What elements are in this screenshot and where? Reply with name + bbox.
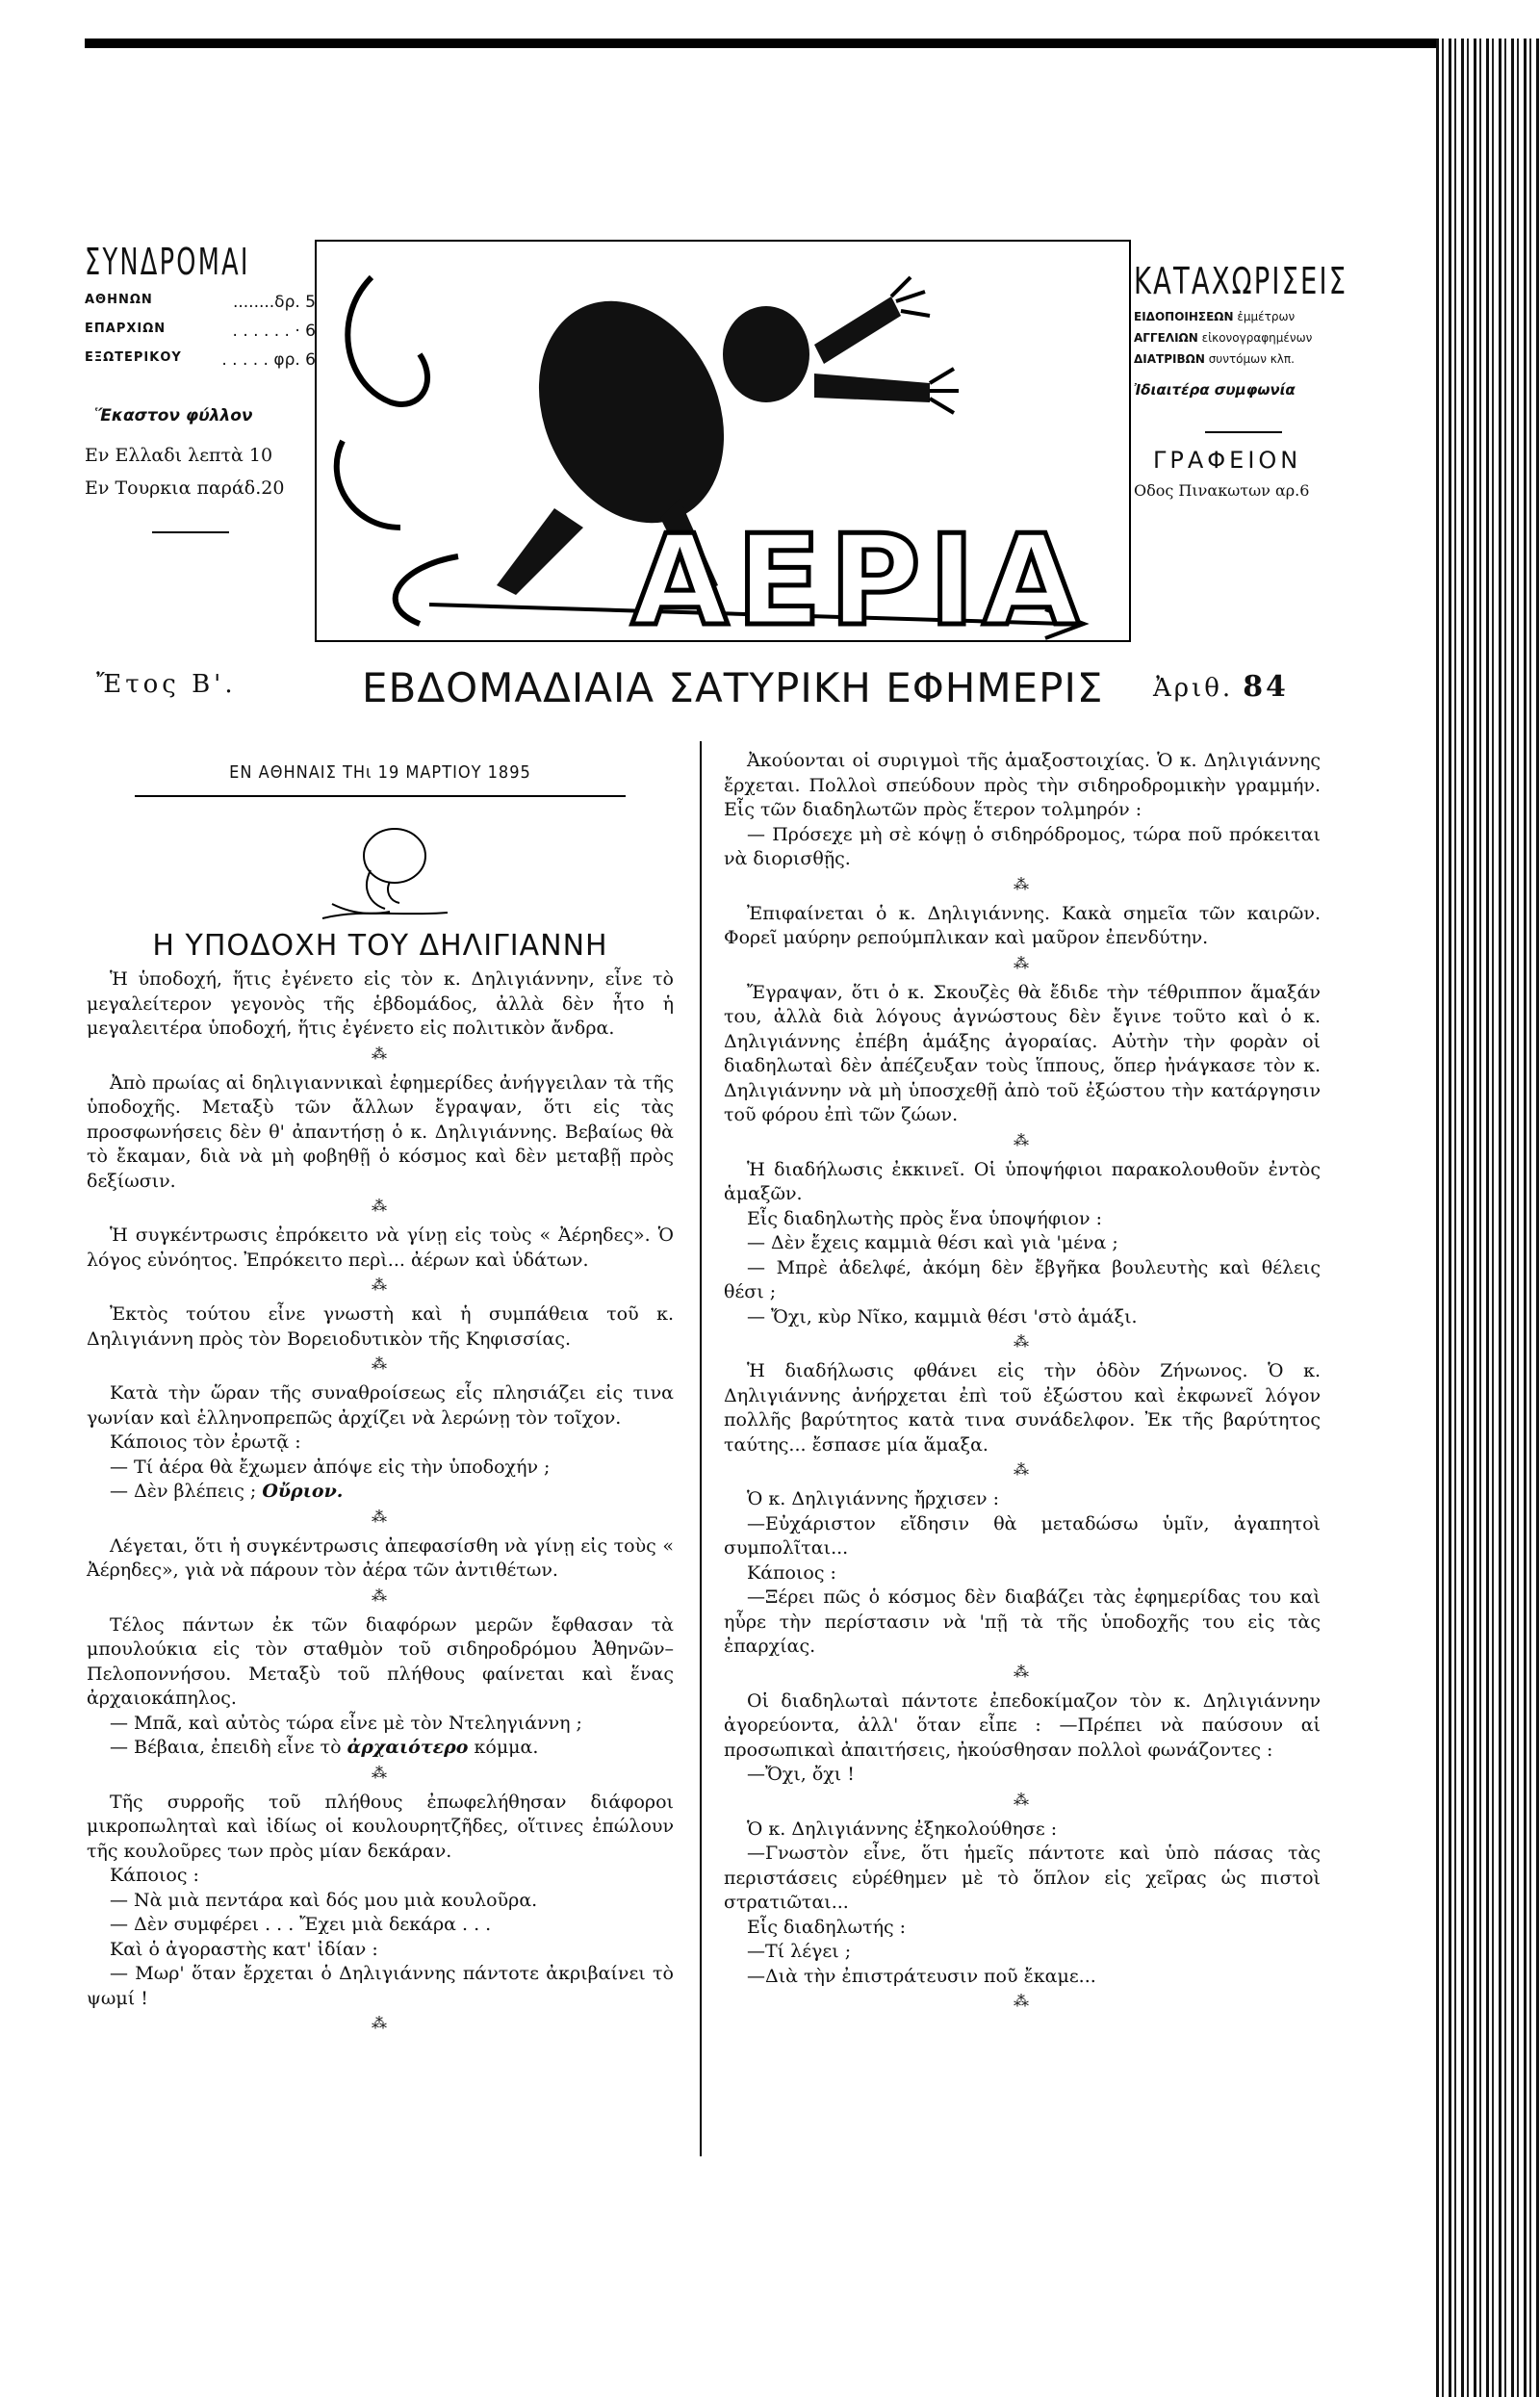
paragraph: Ἐκτὸς τούτου εἶνε γνωστὴ καὶ ἡ συμπάθεια τοῦ κ. Δηλιγιάννη πρὸς τὸν Βορειοδυτικὸν τῆς Κηφισσίας. xyxy=(87,1303,674,1350)
masthead-logo: ΑΕΡΙΑ xyxy=(631,507,1088,643)
newspaper-subtitle: ΕΒΔΟΜΑΔΙΑΙΑ ΣΑΤΥΡΙΚΗ ΕΦΗΜΕΡΙΣ xyxy=(362,664,1104,711)
office-address: Οδος Πινακωτων αρ.6 xyxy=(1134,481,1310,500)
dialogue-line: —Γνωστὸν εἶνε, ὅτι ἡμεῖς πάντοτε καὶ ὑπὸ πάσας τὰς περιστάσεις εὑρέθημεν μὲ τὸ ὅπλον εἰς χεῖρας ὡς πιστοὶ στρατιῶται... xyxy=(724,1843,1321,1913)
paragraph: Ἡ ὑποδοχή, ἥτις ἐγένετο εἰς τὸν κ. Δηλιγιάννην, εἶνε τὸ μεγαλείτερον γεγονὸς τῆς ἑβδομάδος, ἀλλὰ δὲν ἦτο ἡ μεγαλειτέρα ὑποδοχή, ἥτις ἐγένετο εἰς πολιτικὸν ἄνδρα. xyxy=(87,968,674,1039)
each-sheet-label: Ἕκαστον φύλλον xyxy=(94,406,253,425)
separator: ⁂ xyxy=(1014,1460,1031,1479)
dialogue-line: —Ὄχι, ὄχι ! xyxy=(747,1764,855,1785)
paragraph: Ὁ κ. Δηλιγιάννης ἐξηκολούθησε : xyxy=(747,1817,1058,1840)
dialogue-line: —Διὰ τὴν ἐπιστράτευσιν ποῦ ἔκαμε... xyxy=(747,1965,1096,1987)
subscription-row: ΕΠΑΡΧΙΩΝ . . . . . . · 6 xyxy=(85,322,316,341)
subscriptions-heading: ΣΥΝΔΡΟΜΑΙ xyxy=(85,241,250,283)
subscriptions-box xyxy=(85,241,316,533)
paragraph: Ἔγραψαν, ὅτι ὁ κ. Σκουζὲς θὰ ἔδιδε τὴν τέθριππον ἅμαξάν του, ἀλλὰ διὰ λόγους ἀγνώστους δὲν ἔγινε τοῦτο καὶ ὁ κ. Δηλιγιάννης ἐπέβη ἁμάξης ἀγοραίας. Αὐτὴν τὴν φορὰν οἱ διαδηλωταὶ δὲν ἀπέζευξαν τοὺς ἵππους, ὅπερ ἠνάγκασε τὸν κ. Δηλιγιάννην νὰ μὴ ὑποσχεθῇ ἀπὸ τοῦ ἐξώστου τὴν κατάργησιν τοῦ φόρου ἐπὶ τῶν ζώων. xyxy=(724,981,1321,1125)
subheader xyxy=(87,664,1434,712)
head-caricature xyxy=(303,812,457,928)
separator: ⁂ xyxy=(372,1507,389,1526)
advertisements-box xyxy=(1134,260,1355,500)
paragraph: Τέλος πάντων ἐκ τῶν διαφόρων μερῶν ἔφθασαν τὰ μπουλούκια εἰς τὸν σταθμὸν τοῦ σιδηροδρόμου Ἀθηνῶν–Πελοποννήσου. Μεταξὺ τοῦ πλήθους φαίνεται καὶ ἕνας ἀρχαιοκάπηλος. xyxy=(87,1613,674,1709)
right-column xyxy=(724,749,1321,2019)
separator: ⁂ xyxy=(372,1044,389,1063)
dialogue-line: — Δὲν βλέπεις ; Οὔριον. xyxy=(110,1481,344,1502)
ad-line: ΔΙΑΤΡΙΒΩΝ συντόμων κλπ. xyxy=(1134,352,1295,366)
paragraph: Οἱ διαδηλωταὶ πάντοτε ἐπεδοκίμαζον τὸν κ. Δηλιγιάννην ἀγορεύοντα, ἀλλ' ὅταν εἶπε : —Πρέπει νὰ παύσουν αἱ προσωπικαὶ ἀπαιτήσεις, ἠκούσθησαν πολλοὶ φωνάζοντες : xyxy=(724,1689,1321,1761)
dialogue-line: — Δὲν ἔχεις καμμιὰ θέσι καὶ γιὰ 'μένα ; xyxy=(747,1232,1118,1253)
column-divider xyxy=(700,741,702,2156)
advertisements-heading: ΚΑΤΑΧΩΡΙΣΕΙΣ xyxy=(1134,260,1348,302)
divider xyxy=(1205,431,1282,433)
subscription-row: ΕΞΩΤΕΡΙΚΟΥ . . . . . φρ. 6 xyxy=(85,350,316,370)
separator: ⁂ xyxy=(1014,874,1031,893)
dialogue-line: — Ὄχι, κὺρ Νῖκο, καμμιὰ θέσι 'στὸ ἁμάξι. xyxy=(747,1305,1138,1327)
paragraph: Κάποιος : xyxy=(110,1865,199,1886)
separator: ⁂ xyxy=(372,1585,389,1605)
masthead-devil-illustration xyxy=(314,239,1132,643)
separator: ⁂ xyxy=(372,1197,389,1215)
paragraph: Ἡ συγκέντρωσις ἐπρόκειτο νὰ γίνῃ εἰς τοὺς « Ἀέρηδες». Ὁ λόγος εὐνόητος. Ἐπρόκειτο περὶ... ἀέρων καὶ ὑδάτων. xyxy=(87,1224,674,1271)
paragraph: Ἡ διαδήλωσις φθάνει εἰς τὴν ὁδὸν Ζήνωνος. Ὁ κ. Δηλιγιάννης ἀνήρχεται ἐπὶ τοῦ ἐξώστου καὶ ἐκφωνεῖ λόγον πολλῆς βαρύτητος κατὰ τινα συνάδελφον. Ἐκ τῆς βαρύτητος ταύτης... ἔσπασε μία ἅμαξα. xyxy=(724,1360,1321,1456)
separator: ⁂ xyxy=(1014,1332,1031,1351)
paragraph: Ὁ κ. Δηλιγιάννης ἤρχισεν : xyxy=(747,1488,1000,1509)
paragraph: Καὶ ὁ ἀγοραστὴς κατ' ἰδίαν : xyxy=(110,1938,378,1960)
paragraph: Εἷς διαδηλωτὴς πρὸς ἕνα ὑποψήφιον : xyxy=(747,1207,1102,1229)
special-agreement: Ἰδιαιτέρα συμφωνία xyxy=(1134,381,1296,399)
paragraph: Λέγεται, ὅτι ἡ συγκέντρωσις ἀπεφασίσθη νὰ γίνῃ εἰς τοὺς « Ἀέρηδες», γιὰ νὰ πάρουν τὸν ἀέρα τῶν ἀντιθέτων. xyxy=(87,1534,674,1581)
ad-line: ΕΙΔΟΠΟΙΗΣΕΩΝ ἐμμέτρων xyxy=(1134,310,1296,323)
dialogue-line: — Πρόσεχε μὴ σὲ κόψῃ ὁ σιδηρόδρομος, τώρα ποῦ πρόκειται νὰ διορισθῇς. xyxy=(724,823,1321,869)
left-column xyxy=(87,760,674,2041)
paragraph: Εἷς διαδηλωτής : xyxy=(747,1916,907,1938)
separator: ⁂ xyxy=(372,2014,389,2032)
separator: ⁂ xyxy=(372,1276,389,1294)
separator: ⁂ xyxy=(372,1354,389,1373)
paragraph: Ἀκούονται οἱ συριγμοὶ τῆς ἁμαξοστοιχίας. Ὁ κ. Δηλιγιάννης ἔρχεται. Πολλοὶ σπεύδουν πρὸς τὴν σιδηροδρομικὴν γραμμήν. Εἷς τῶν διαδηλωτῶν πρὸς ἕτερον τολμηρόν : xyxy=(724,750,1321,820)
paragraph: Τῆς συρροῆς τοῦ πλήθους ἐπωφελήθησαν διάφοροι μικροπωληταὶ καὶ ἰδίως οἱ κουλουρητζῆδες, οἵτινες ἐπώλουν τῆς κουλοῦρες των πρὸς μίαν δεκάραν. xyxy=(87,1791,674,1862)
issue-number: Ἀριθ. 84 xyxy=(1153,670,1289,704)
paragraph: Κατὰ τὴν ὥραν τῆς συναθροίσεως εἷς πλησιάζει εἰς τινα γωνίαν καὶ ἑλληνοπρεπῶς ἀρχίζει νὰ λερώνῃ τὸν τοῖχον. xyxy=(87,1382,674,1429)
dialogue-line: — Τί ἀέρα θὰ ἔχωμεν ἀπόψε εἰς τὴν ὑποδοχήν ; xyxy=(110,1456,551,1478)
article-title: Η ΥΠΟΔΟΧΗ ΤΟΥ ΔΗΛΙΓΙΑΝΝΗ xyxy=(152,928,608,963)
dialogue-line: — Μωρ' ὅταν ἔρχεται ὁ Δηλιγιάννης πάντοτε ἀκριβαίνει τὸ ψωμί ! xyxy=(87,1963,674,2009)
separator: ⁂ xyxy=(1014,1130,1031,1149)
dialogue-line: —Τί λέγει ; xyxy=(747,1941,852,1962)
subscription-row: ΑΘΗΝΩΝ ........δρ. 5 xyxy=(85,293,316,312)
separator: ⁂ xyxy=(1014,1662,1031,1681)
paragraph: Ἡ διαδήλωσις ἐκκινεῖ. Οἱ ὑποψήφιοι παρακολουθοῦν ἐντὸς ἁμαξῶν. xyxy=(724,1158,1321,1204)
dialogue-line: — Μπᾶ, καὶ αὐτὸς τώρα εἶνε μὲ τὸν Ντεληγιάννη ; xyxy=(110,1712,582,1734)
office-label: ΓΡΑΦΕΙΟΝ xyxy=(1153,447,1302,474)
paragraph: Κάποιος : xyxy=(747,1561,836,1584)
dateline: ΕΝ ΑΘΗΝΑΙΣ ΤΗι 19 ΜΑΡΤΙΟΥ 1895 xyxy=(135,760,626,797)
dialogue-line: — Δὲν συμφέρει . . . Ἔχει μιὰ δεκάρα . . . xyxy=(110,1914,492,1935)
dialogue-line: — Μπρὲ ἀδελφέ, ἀκόμη δὲν ἔβγῆκα βουλευτὴς καὶ θέλεις θέσι ; xyxy=(724,1256,1321,1302)
paragraph: Ἀπὸ πρωίας αἱ δηλιγιαννικαὶ ἐφημερίδες ἀνήγγειλαν τὰ τῆς ὑποδοχῆς. Μεταξὺ τῶν ἄλλων ἔγραψαν, ὅτι εἰς τὰς προσφωνήσεις δὲν θ' ἀπαντήσῃ ὁ κ. Δηλιγιάννης. Βεβαίως θὰ τὸ ἔκαμαν, διὰ νὰ μὴ φοβηθῇ ὁ κόσμος καὶ δὲν μεταβῇ πρὸς δεξίωσιν. xyxy=(87,1071,674,1192)
dialogue-line: —Ξέρει πῶς ὁ κόσμος δὲν διαβάζει τὰς ἐφημερίδας του καὶ ηὗρε τὴν περίστασιν νὰ 'πῇ τὰ τῆς ὑποδοχῆς του εἰς τὰς ἐπαρχίας. xyxy=(724,1586,1321,1657)
dialogue-line: — Βέβαια, ἐπειδὴ εἶνε τὸ ἀρχαιότερο κόμμα. xyxy=(110,1737,539,1758)
separator: ⁂ xyxy=(372,1763,389,1782)
separator: ⁂ xyxy=(1014,1790,1031,1809)
price-turkey: Εν Τουρκια παράδ.20 xyxy=(85,477,285,499)
paragraph: Κάποιος τὸν ἐρωτᾷ : xyxy=(110,1431,301,1453)
divider xyxy=(152,531,229,533)
dialogue-line: — Νὰ μιὰ πεντάρα καὶ δός μου μιὰ κουλοῦρα. xyxy=(110,1889,538,1911)
separator: ⁂ xyxy=(1014,953,1031,972)
paragraph: Ἐπιφαίνεται ὁ κ. Δηλιγιάννης. Κακὰ σημεῖα τῶν καιρῶν. Φορεῖ μαύρην ρεπούμπλικαν καὶ μαῦρον ἐπενδύτην. xyxy=(724,902,1321,948)
separator: ⁂ xyxy=(1014,1992,1031,2010)
price-greece: Εν Ελλαδι λεπτὰ 10 xyxy=(85,445,273,466)
dialogue-line: —Εὐχάριστον εἴδησιν θὰ μεταδώσω ὑμῖν, ἀγαπητοὶ συμπολῖται... xyxy=(724,1512,1321,1559)
ad-line: ΑΓΓΕΛΙΩΝ εἰκονογραφημένων xyxy=(1134,331,1313,345)
year-label: Ἔτος Β'. xyxy=(96,670,237,699)
